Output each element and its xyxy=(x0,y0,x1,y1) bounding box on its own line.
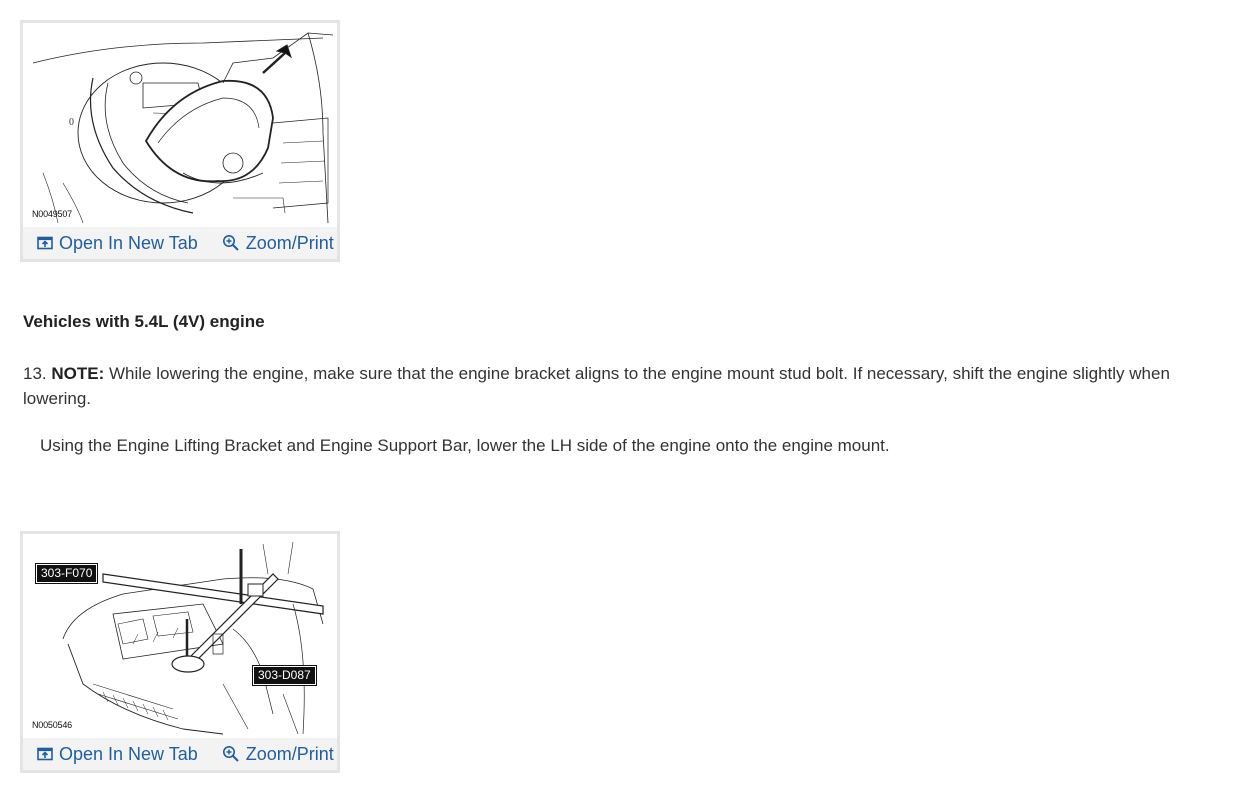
zoom-print-label: Zoom/Print xyxy=(245,232,334,253)
open-new-tab-icon xyxy=(37,747,53,761)
open-in-new-tab-label: Open In New Tab xyxy=(59,232,198,253)
figure-1-open-in-new-tab-link[interactable] xyxy=(37,233,198,254)
figure-1-zoom-print-link[interactable] xyxy=(222,233,334,254)
figure-1-inner xyxy=(23,23,337,259)
zoom-icon xyxy=(222,745,240,763)
step-number: 13. xyxy=(23,364,47,383)
tool-label-303-d087: 303-D087 xyxy=(253,666,316,685)
figure-1-links xyxy=(23,227,337,259)
zoom-print-label: Zoom/Print xyxy=(245,743,334,764)
note-text: While lowering the engine, make sure that the engine bracket aligns to the engine mount stud bolt. If necessary, shift the engine slightly when lowering. xyxy=(23,364,1170,408)
figure-2-zoom-print-link[interactable] xyxy=(222,744,334,765)
figure-2 xyxy=(20,531,340,773)
figure-1-illustration[interactable] xyxy=(23,23,337,227)
open-new-tab-icon xyxy=(37,236,53,250)
figure-2-illustration[interactable] xyxy=(23,534,337,738)
tool-label-303-f070: 303-F070 xyxy=(36,564,97,583)
open-in-new-tab-label: Open In New Tab xyxy=(59,743,198,764)
figure-2-links xyxy=(23,738,337,770)
figure-1-id: N0049507 xyxy=(32,209,72,219)
figure-1 xyxy=(20,20,340,262)
note-label: NOTE: xyxy=(51,364,105,383)
step-instruction: Using the Engine Lifting Bracket and Engine Support Bar, lower the LH side of the engine onto the engine mount. xyxy=(40,436,890,455)
figure-2-id: N0050546 xyxy=(32,720,72,730)
figure-2-inner xyxy=(23,534,337,770)
figure-1-axis-mark: 0 xyxy=(69,117,74,128)
figure-2-open-in-new-tab-link[interactable] xyxy=(37,744,198,765)
step-13 xyxy=(23,361,1218,411)
section-heading: Vehicles with 5.4L (4V) engine xyxy=(23,312,265,331)
zoom-icon xyxy=(222,234,240,252)
